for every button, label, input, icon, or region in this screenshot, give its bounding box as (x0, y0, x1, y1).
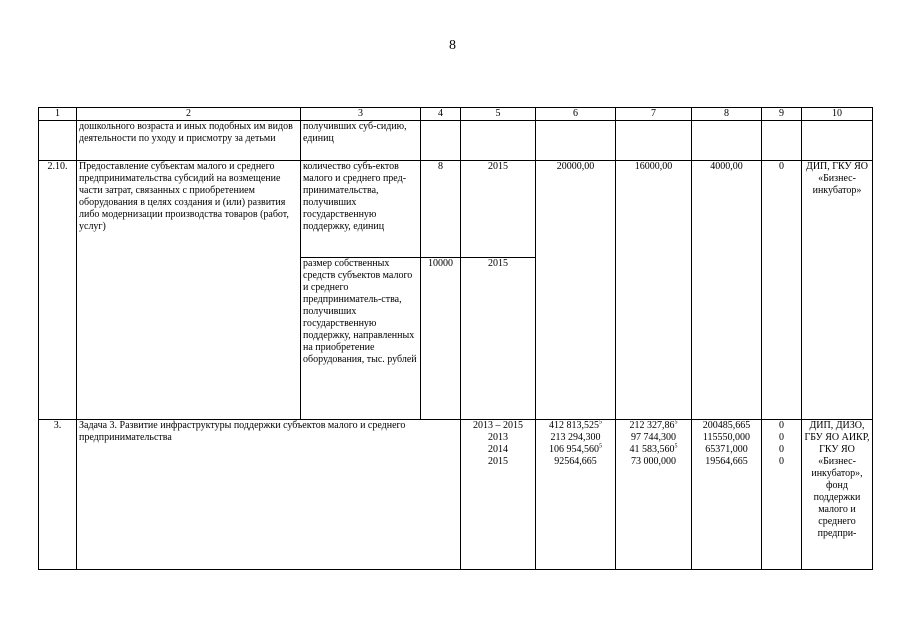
indicator-name: количество субъ-ектов малого и среднего пред-принимательства, получивших государственную поддержку, единиц (301, 161, 421, 258)
indicator-name: размер собственных средств субъектов малого и среднего предприниматель-ства, получивших государственную поддержку, направленных на приобретение оборудования, тыс. рублей (301, 258, 421, 420)
amount: 412 813,525$^5$ (549, 419, 602, 431)
col-header-6: 6 (536, 108, 616, 121)
continuation-text: дошкольного возраста и иных подобных им видов деятельности по уходу и присмотру за детьми (77, 121, 301, 161)
col-header-2: 2 (77, 108, 301, 121)
column-number-row (39, 108, 873, 121)
total-amount: 20000,00 (536, 161, 616, 420)
other-amounts (762, 420, 802, 570)
page-number: 8 (449, 38, 456, 53)
task-name: Задача 3. Развитие инфраструктуры поддержки субъектов малого и среднего предпринимательства (77, 420, 461, 570)
amount: 19564,665 (705, 456, 748, 467)
indicator-value: 8 (421, 161, 461, 258)
other-amount: 0 (762, 161, 802, 420)
col-header-7: 7 (616, 108, 692, 121)
col-header-1: 1 (39, 108, 77, 121)
amount: 73 000,000 (631, 456, 676, 467)
year: 2015 (488, 456, 508, 467)
amount: 92564,665 (554, 456, 597, 467)
col-header-3: 3 (301, 108, 421, 121)
amount: 115550,000 (702, 432, 751, 443)
indicator-value: 10000 (421, 258, 461, 420)
col-header-10: 10 (802, 108, 873, 121)
total-amounts (536, 420, 616, 570)
continuation-row (39, 121, 873, 161)
indicator-year: 2015 (461, 258, 536, 420)
col-header-4: 4 (421, 108, 461, 121)
executor: ДИП, ГКУ ЯО «Бизнес-инкубатор» (802, 161, 873, 420)
col-header-5: 5 (461, 108, 536, 121)
program-table (38, 107, 873, 570)
amount: 65371,000 (705, 444, 748, 455)
amount: 0 (779, 456, 784, 467)
regional-amounts (692, 420, 762, 570)
year: 2013 (488, 432, 508, 443)
years-list (461, 420, 536, 570)
indicator-year: 2015 (461, 161, 536, 258)
year: 2013 – 2015 (473, 420, 523, 431)
amount: 97 744,300 (631, 432, 676, 443)
amount: 0 (779, 420, 784, 431)
federal-amount: 16000,00 (616, 161, 692, 420)
executor: ДИП, ДИЗО, ГБУ ЯО АИКР, ГКУ ЯО «Бизнес-инкубатор», фонд поддержки малого и среднего предпри- (802, 420, 873, 570)
federal-amounts (616, 420, 692, 570)
amount: 41 583,560$^5$ (629, 443, 678, 455)
table-row-2-10 (39, 161, 873, 258)
continuation-indicator: получивших суб-сидию, единиц (301, 121, 421, 161)
amount: 0 (779, 444, 784, 455)
amount: 0 (779, 432, 784, 443)
regional-amount: 4000,00 (692, 161, 762, 420)
row-number: 2.10. (39, 161, 77, 420)
year: 2014 (488, 444, 508, 455)
amount: 106 954,560$^5$ (549, 443, 602, 455)
row-number: 3. (39, 420, 77, 570)
col-header-8: 8 (692, 108, 762, 121)
measure-name: Предоставление субъектам малого и среднего предпринимательства субсидий на возмещение части затрат, связанных с приобретением оборудования в целях создания и (или) развития либо модернизации производства товаров (работ, услуг) (77, 161, 301, 420)
col-header-9: 9 (762, 108, 802, 121)
amount: 213 294,300 (550, 432, 601, 443)
amount: 200485,665 (702, 420, 751, 431)
table-row-3 (39, 420, 873, 570)
amount: 212 327,86$^5$ (629, 419, 678, 431)
